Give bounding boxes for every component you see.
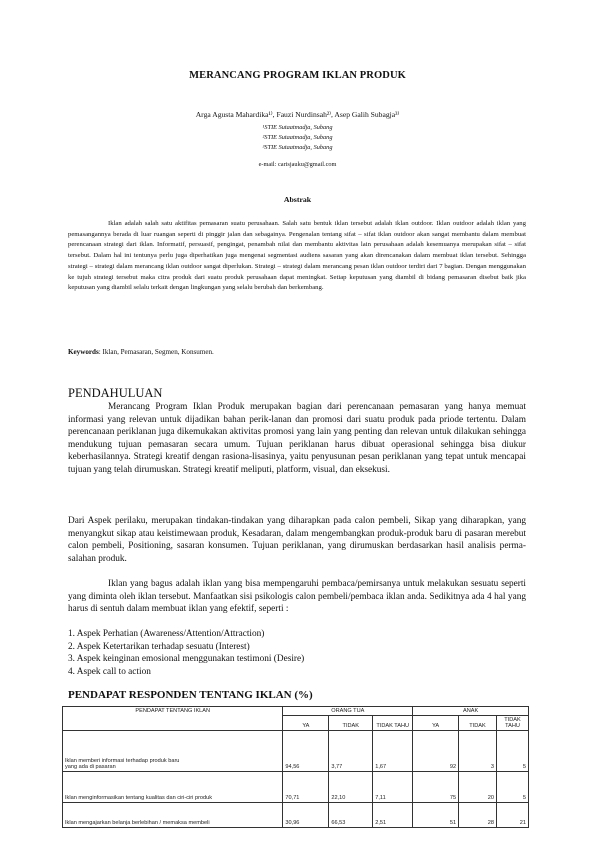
table-cell: 51 (413, 803, 459, 828)
list-item: 4. Aspek call to action (68, 666, 151, 677)
table-cell: 28 (459, 803, 497, 828)
list-item: 3. Aspek keinginan emosional menggunakan testimoni (Desire) (68, 654, 305, 665)
affiliation-3: ³STIE Sutaatmadja, Subang (262, 144, 333, 151)
table-cell: 30,96 (283, 803, 329, 828)
table-row (63, 731, 529, 772)
intro-paragraph-1: Merancang Program Iklan Produk merupakan bagian dari perencanaan pemasaran yang hanya memuat informasi yang relevan untuk dijadikan bahan perik-lanan dan promosi dari suatu produk pada priode tertentu. Dalam perencanaan periklanan juga dikemukakan aktivitas promosi yang lain yang penting dan relevan untuk dilakukan sehingga mendukung tujuan pemasaran secara umum. Tujuan periklanan harus dibuat operasional sehingga bisa diukur keberhasilannya. Strategi kreatif dengan rasiona-lisasinya, yaitu penyusunan pesan periklanan yang tepat untuk mencapai tujuan yang telah dirumuskan. Strategi kreatif meliputi, platform, visual, dan eksekusi. (68, 402, 526, 475)
table-cell: 94,56 (283, 731, 329, 772)
section-heading-pendahuluan: PENDAHULUAN (68, 386, 163, 400)
table-heading: PENDAPAT RESPONDEN TENTANG IKLAN (%) (68, 689, 313, 701)
respondent-opinion-table (62, 706, 529, 828)
table-cell: 70,71 (283, 772, 329, 803)
subheader-ya: YA (413, 716, 459, 731)
subheader-tidak: TIDAK (459, 716, 497, 731)
affiliation-2: ²STIE Sutaatmadja, Subang (262, 134, 333, 141)
keywords-line (68, 348, 526, 356)
column-group-children: ANAK (413, 707, 529, 716)
table-row (63, 772, 529, 803)
table-cell: 5 (497, 731, 529, 772)
keywords-label: Keywords (68, 348, 99, 356)
keywords-values: : Iklan, Pemasaran, Segmen, Konsumen. (98, 348, 214, 356)
paper-title: MERANCANG PROGRAM IKLAN PRODUK (189, 70, 406, 81)
subheader-tidak: TIDAK (329, 716, 373, 731)
table-cell: 75 (413, 772, 459, 803)
row-label: Iklan menginformasikan tentang kualitas dan ciri-ciri produk (63, 772, 283, 803)
table-cell: 3 (459, 731, 497, 772)
table-header-row (63, 707, 529, 716)
table-cell: 2,51 (373, 803, 413, 828)
abstract-heading: Abstrak (283, 195, 312, 204)
intro-paragraph-2: Dari Aspek perilaku, merupakan tindakan-tindakan yang diharapkan pada calon pembeli, Sikap yang diharapkan, yang menyangkut sikap atau keistimewaan produk, Kesadaran, dalam mengembangkan produk-produk baru di pasaran merebut calon pembeli, Positioning, sasaran konsumen. Tujuan periklanan, yang dirumuskan berdasarkan hasil analisis perma-salahan produk. (68, 516, 526, 564)
row-label: Iklan mengajarkan belanja berlebihan / memaksa membeli (63, 803, 283, 828)
column-group-parents: ORANG TUA (283, 707, 413, 716)
table-cell: 5 (497, 772, 529, 803)
table-cell: 22,10 (329, 772, 373, 803)
subheader-tidak-tahu: TIDAK TAHU (497, 716, 529, 731)
table-cell: 3,77 (329, 731, 373, 772)
intro-paragraph-3: Iklan yang bagus adalah iklan yang bisa mempengaruhi pembaca/pemirsanya untuk melakukan sesuatu seperti yang diminta oleh iklan tersebut. Manfaatkan sisi psikologis calon pembeli/pembaca iklan anda. Sedikitnya ada 4 hal yang harus di sentuh dalam membuat iklan yang efektif, seperti : (68, 579, 526, 615)
table-cell: 66,53 (329, 803, 373, 828)
list-item: 1. Aspek Perhatian (Awareness/Attention/Attraction) (68, 629, 265, 639)
row-label: Iklan memberi informasi terhadap produk baru yang ada di pasaran (63, 731, 283, 772)
aspect-list (68, 628, 526, 678)
abstract-text: Iklan adalah salah satu aktifitas pemasaran suatu perusahaan. Salah satu bentuk iklan tersebut adalah iklan outdoor. Iklan outdoor adalah iklan yang pemasangannya berada di luar ruangan seperti di pinggir jalan dan sebagainya. Pengenalan tentang sifat – sifat iklan outdoor akan sangat membantu dalam membuat perencanaan strategi dari iklan. Informatif, persuasif, pengingat, penambah nilai dan membantu aktivitas lain perusahaan adalah kesemuanya merupakan sifat – sifat tersebut. Dalam hal ini tentunya perlu juga diperhatikan juga mengenai segmentasi audiens sasaran yang akan direncanakan dalam membuat iklan tersebut. Sehingga strategi – strategi dalam merancang iklan outdoor sangat diperlukan. Strategi – strategi dalam merancang pesan iklan outdoor terdiri dari 7 bagian. Dengan menggunakan ke tujuh strategi tersebut maka citra produk dari suatu produk perusahaan dapat meningkat. Setiap keputusan yang diambil di bidang pemasaran disebut baik jika keputusan yang diambil selalu terkait dengan lingkungan yang selalu berubah dan berkembang. (68, 220, 526, 292)
table-cell: 1,67 (373, 731, 413, 772)
list-item: 2. Aspek Ketertarikan terhadap sesuatu (Interest) (68, 641, 250, 652)
table-row (63, 803, 529, 828)
table-cell: 92 (413, 731, 459, 772)
column-header-opinion: PENDAPAT TENTANG IKLAN (63, 707, 283, 731)
author-list: Arga Agusta Mahardika¹⁾, Fauzi Nurdinsah²⁾, Asep Galih Subagja³⁾ (195, 110, 400, 119)
affiliation-1: ¹STIE Sutaatmadja, Subang (262, 124, 333, 131)
subheader-tidak-tahu: TIDAK TAHU (373, 716, 413, 731)
table-cell: 21 (497, 803, 529, 828)
author-email: e-mail: carisjauku@gmail.com (258, 161, 337, 168)
table-cell: 7,11 (373, 772, 413, 803)
subheader-ya: YA (283, 716, 329, 731)
table-cell: 20 (459, 772, 497, 803)
